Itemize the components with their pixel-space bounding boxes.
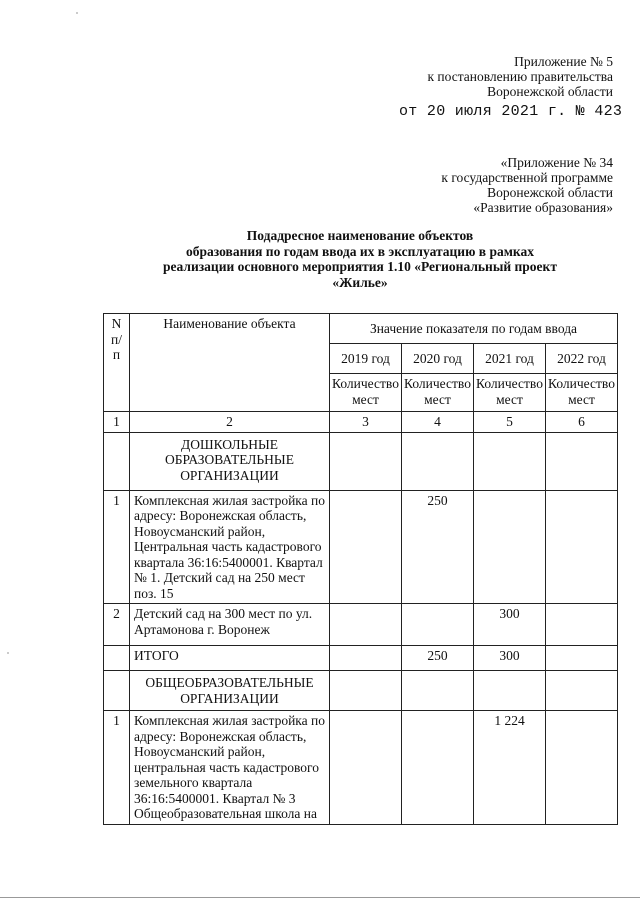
row-value-2019 [330,604,402,646]
column-numbers-row [104,412,618,433]
section-preschool: ДОШКОЛЬНЫЕ ОБРАЗОВАТЕЛЬНЫЕ ОРГАНИЗАЦИИ [130,432,330,490]
row-total-label: ИТОГО [130,646,330,671]
header-year-2021: 2021 год [474,344,546,374]
row-value-2022 [546,711,618,825]
row-object-name: Комплексная жилая застройка по адресу: Воронежская область, Новоусманский район, Центральная часть кадастрового квартала 36:16:5400001. Квартал № 1. Детский сад на 250 мест поз. 15 [130,490,330,604]
row-num: 1 [104,490,130,604]
resolution-date-number: от 20 июля 2021 г. № 423 [399,103,623,120]
scan-speck [7,652,9,654]
row-value-2020: 250 [402,490,474,604]
row-value-2020 [402,711,474,825]
row-num: 1 [104,711,130,825]
header-unit: Количество мест [474,374,546,412]
header-unit: Количество мест [546,374,618,412]
header-year-2022: 2022 год [546,344,618,374]
scan-edge-line [0,897,640,898]
header-unit: Количество мест [330,374,402,412]
row-value-2020: 250 [402,646,474,671]
row-value-2021: 300 [474,646,546,671]
header-unit: Количество мест [402,374,474,412]
table-row [104,711,618,825]
header-num: N п/п [104,314,130,412]
section-row [104,671,618,711]
program-region: Воронежской области [487,185,613,200]
row-value-2021: 300 [474,604,546,646]
row-value-2019 [330,711,402,825]
row-value-2019 [330,490,402,604]
resolution-reference: к постановлению правительства [427,69,613,84]
row-value-2022 [546,646,618,671]
row-value-2019 [330,646,402,671]
col-number: 6 [546,412,618,433]
row-value-2020 [402,604,474,646]
row-num [104,646,130,671]
col-number: 1 [104,412,130,433]
header-object-name: Наименование объекта [130,314,330,412]
header-indicator: Значение показателя по годам ввода [330,314,618,344]
row-num: 2 [104,604,130,646]
table-row [104,490,618,604]
title-line: реализации основного мероприятия 1.10 «Региональный проект [163,259,557,274]
col-number: 2 [130,412,330,433]
header-year-2019: 2019 год [330,344,402,374]
row-value-2021 [474,490,546,604]
region-name: Воронежской области [487,84,613,99]
table-row [104,604,618,646]
program-appendix-number: «Приложение № 34 [500,155,613,170]
row-value-2021: 1 224 [474,711,546,825]
col-number: 4 [402,412,474,433]
title-line: «Жилье» [332,274,388,290]
total-row [104,646,618,671]
col-number: 3 [330,412,402,433]
objects-table [103,313,618,825]
scan-speck [76,12,78,14]
appendix-number: Приложение № 5 [514,54,613,69]
section-general: ОБЩЕОБРАЗОВАТЕЛЬНЫЕ ОРГАНИЗАЦИИ [130,671,330,711]
row-value-2022 [546,604,618,646]
col-number: 5 [474,412,546,433]
row-object-name: Детский сад на 300 мест по ул. Артамонова г. Воронеж [130,604,330,646]
title-line: Подадресное наименование объектов [246,228,474,243]
program-reference: к государственной программе [441,170,613,185]
program-name: «Развитие образования» [473,200,613,215]
row-value-2022 [546,490,618,604]
title-line: образования по годам ввода их в эксплуатацию в рамках [186,243,534,259]
header-year-2020: 2020 год [402,344,474,374]
row-object-name: Комплексная жилая застройка по адресу: Воронежская область, Новоусманский район, центральная часть кадастрового земельного квартала 36:16:5400001. Квартал № 3 Общеобразовательная школа на [130,711,330,825]
document-title [150,228,570,290]
section-row [104,432,618,490]
header-row [104,314,618,344]
